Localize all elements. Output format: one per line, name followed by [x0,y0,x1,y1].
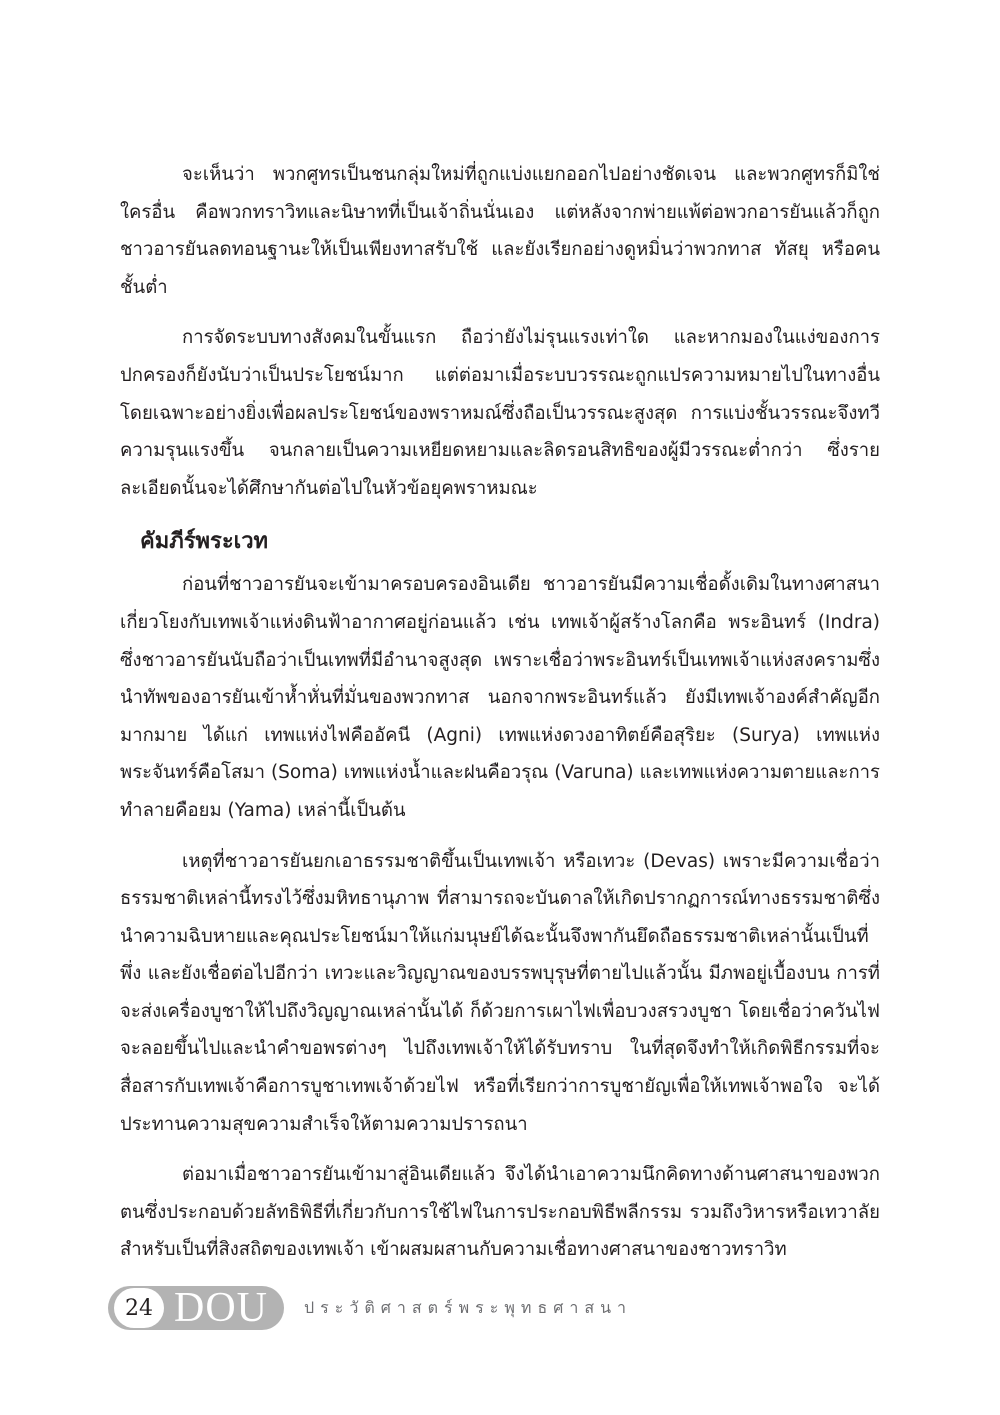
paragraph: จะเห็นว่า พวกศูทรเป็นชนกลุ่มใหม่ที่ถูกแบ่งแยกออกไปอย่างชัดเจน และพวกศูทรก็มิใช่ใครอื่น คือพวกทราวิทและนิษาทที่เป็นเจ้าถิ่นนั่นเอง แต่หลังจากพ่ายแพ้ต่อพวกอารยันแล้วก็ถูกชาวอารยันลดทอนฐานะให้เป็นเพียงทาสรับใช้ และยังเรียกอย่างดูหมิ่นว่าพวกทาส ทัสยุ หรือคนชั้นต่ำ [120,164,880,298]
paragraph: เหตุที่ชาวอารยันยกเอาธรรมชาติขึ้นเป็นเทพเจ้า หรือเทวะ (Devas) เพราะมีความเชื่อว่าธรรมชาติเหล่านี้ทรงไว้ซึ่งมหิทธานุภาพ ที่สามารถจะบันดาลให้เกิดปรากฏการณ์ทางธรรมชาติซึ่งนำความฉิบหายและคุณประโยชน์มาให้แก่มนุษย์ได้ฉะนั้นจึงพากันยึดถือธรรมชาติเหล่านั้นเป็นที่พึ่ง และยังเชื่อต่อไปอีกว่า เทวะและวิญญาณของบรรพบุรุษที่ตายไปแล้วนั้น มีภพอยู่เบื้องบน การที่จะส่งเครื่องบูชาให้ไปถึงวิญญาณเหล่านั้นได้ ก็ด้วยการเผาไฟเพื่อบวงสรวงบูชา โดยเชื่อว่าควันไฟจะลอยขึ้นไปและนำคำขอพรต่างๆ ไปถึงเทพเจ้าให้ได้รับทราบ ในที่สุดจึงทำให้เกิดพิธีกรรมที่จะสื่อสารกับเทพเจ้าคือการบูชาเทพเจ้าด้วยไฟ หรือที่เรียกว่าการบูชายัญเพื่อให้เทพเจ้าพอใจ จะได้ประทานความสุขความสำเร็จให้ตามความปรารถนา [120,850,880,1135]
section-heading: คัมภีร์พระเวท [140,529,269,555]
page-footer [108,1284,632,1332]
paragraph: ต่อมาเมื่อชาวอารยันเข้ามาสู่อินเดียแล้ว จึงได้นำเอาความนึกคิดทางด้านศาสนาของพวกตนซึ่งประกอบด้วยลัทธิพิธีที่เกี่ยวกับการใช้ไฟในการประกอบพิธีพลีกรรม รวมถึงวิหารหรือเทวาลัยสำหรับเป็นที่สิงสถิตของเทพเจ้า เข้าผสมผสานกับความเชื่อทางศาสนาของชาวทราวิท [120,1164,880,1261]
paragraph: ก่อนที่ชาวอารยันจะเข้ามาครอบครองอินเดีย ชาวอารยันมีความเชื่อดั้งเดิมในทางศาสนาเกี่ยวโยงกับเทพเจ้าแห่งดินฟ้าอากาศอยู่ก่อนแล้ว เช่น เทพเจ้าผู้สร้างโลกคือ พระอินทร์ (Indra) ซึ่งชาวอารยันนับถือว่าเป็นเทพที่มีอำนาจสูงสุด เพราะเชื่อว่าพระอินทร์เป็นเทพเจ้าแห่งสงครามซึ่งนำทัพของอารยันเข้าห้ำหั่นที่มั่นของพวกทาส นอกจากพระอินทร์แล้ว ยังมีเทพเจ้าองค์สำคัญอีกมากมาย ได้แก่ เทพแห่งไฟคืออัคนี (Agni) เทพแห่งดวงอาทิตย์คือสุริยะ (Surya) เทพแห่งพระจันทร์คือโสมา (Soma) เทพแห่งน้ำและฝนคือวรุณ (Varuna) และเทพแห่งความตายและการทำลายคือยม (Yama) เหล่านี้เป็นต้น [120,574,880,821]
paragraph: การจัดระบบทางสังคมในขั้นแรก ถือว่ายังไม่รุนแรงเท่าใด และหากมองในแง่ของการปกครองก็ยังนับว่าเป็นประโยชน์มาก แต่ต่อมาเมื่อระบบวรรณะถูกแปรความหมายไปในทางอื่น โดยเฉพาะอย่างยิ่งเพื่อผลประโยชน์ของพราหมณ์ซึ่งถือเป็นวรรณะสูงสุด การแบ่งชั้นวรรณะจึงทวีความรุนแรงขึ้น จนกลายเป็นความเหยียดหยามและลิดรอนสิทธิของผู้มีวรรณะต่ำกว่า ซึ่งรายละเอียดนั้นจะได้ศึกษากันต่อไปในหัวข้อยุคพราหมณะ [120,327,880,499]
footer-badge [108,1286,284,1330]
page-body [120,156,880,1282]
page-number: 24 [114,1288,164,1328]
dou-logo: DOU [174,1285,268,1331]
book-title: ประวัติศาสตร์พระพุทธศาสนา [304,1297,633,1317]
